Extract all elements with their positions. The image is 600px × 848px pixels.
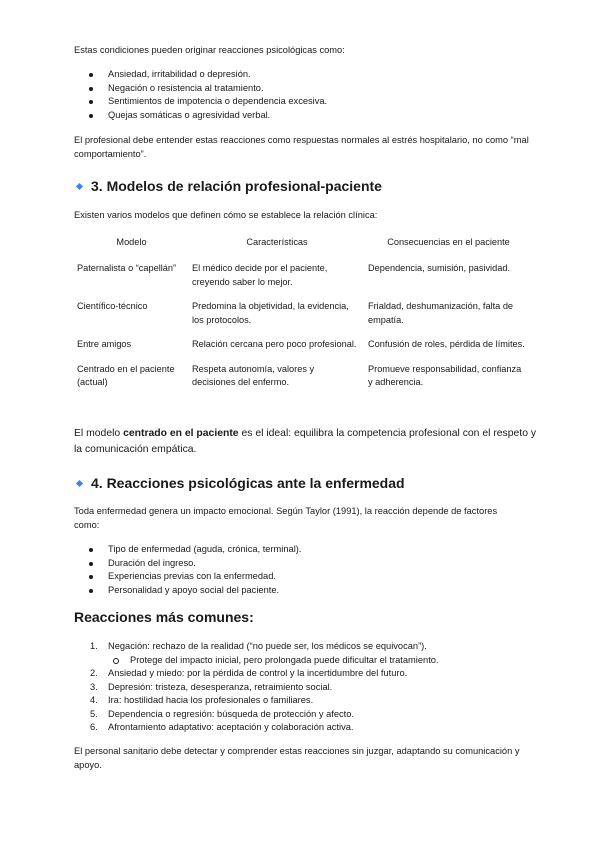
table-cell: Predomina la objetividad, la evidencia, los protocolos. xyxy=(192,301,349,325)
diamond-bullet-icon xyxy=(76,480,83,487)
bullet-icon xyxy=(89,114,93,118)
table-row xyxy=(74,300,532,338)
factors-list xyxy=(88,543,301,597)
table-cell: Científico-técnico xyxy=(77,301,148,311)
models-table xyxy=(74,236,532,401)
diamond-bullet-icon xyxy=(76,183,83,190)
common-reactions-list xyxy=(90,640,439,735)
bullet-icon xyxy=(89,73,93,77)
column-header: Consecuencias en el paciente xyxy=(387,237,510,248)
section-3-heading: 3. Modelos de relación profesional-paciente xyxy=(74,177,382,195)
list-item: 3. Depresión: tristeza, desesperanza, retraimiento social. xyxy=(90,681,333,692)
list-item: Quejas somáticas o agresividad verbal. xyxy=(88,109,327,123)
reactions-list xyxy=(88,68,327,122)
section-4-heading: 4. Reacciones psicológicas ante la enfermedad xyxy=(74,474,405,492)
bullet-icon xyxy=(89,87,93,91)
table-cell: Promueve responsabilidad, confianza y adherencia. xyxy=(368,363,522,387)
hollow-bullet-icon xyxy=(113,658,119,664)
table-cell: Centrado en el paciente (actual) xyxy=(77,363,175,387)
section-3-intro: Existen varios modelos que definen cómo se establece la relación clínica: xyxy=(74,210,378,220)
closing-paragraph: El personal sanitario debe detectar y comprender estas reacciones sin juzgar, adaptando su comunicación y apoyo. xyxy=(74,746,520,770)
common-reactions-heading: Reacciones más comunes: xyxy=(74,609,254,625)
list-item: Sentimientos de impotencia o dependencia excesiva. xyxy=(88,95,327,109)
list-item: Ansiedad, irritabilidad o depresión. xyxy=(88,68,327,82)
intro-paragraph: Estas condiciones pueden originar reacciones psicológicas como: xyxy=(74,45,345,55)
list-item: Experiencias previas con la enfermedad. xyxy=(88,570,301,584)
list-item: Duración del ingreso. xyxy=(88,557,301,571)
bullet-icon xyxy=(89,100,93,104)
table-row xyxy=(74,262,532,300)
list-item: 4. Ira: hostilidad hacia los profesionales o familiares. xyxy=(90,695,314,705)
table-cell: Frialdad, deshumanización, falta de empatía. xyxy=(368,301,514,325)
list-item: 1. Negación: rechazo de la realidad (“no puede ser, los médicos se equivocan”). xyxy=(90,641,427,651)
table-cell: Entre amigos xyxy=(77,339,132,349)
list-item: Personalidad y apoyo social del paciente. xyxy=(88,584,301,598)
table-row xyxy=(74,338,532,363)
table-cell: Paternalista o “capellán” xyxy=(77,263,177,273)
list-item: 5. Dependencia o regresión: búsqueda de protección y afecto. xyxy=(90,708,355,719)
professional-note: El profesional debe entender estas reacciones como respuestas normales al estrés hospitalario, no como “mal comportamiento”. xyxy=(74,135,529,159)
table-cell: Relación cercana pero poco profesional. xyxy=(192,339,357,349)
table-row xyxy=(74,363,532,401)
bullet-icon xyxy=(89,575,93,579)
list-item: Tipo de enfermedad (aguda, crónica, terminal). xyxy=(88,543,301,557)
table-cell: Respeta autonomía, valores y decisiones del enfermo. xyxy=(192,363,315,387)
emphasis-text: centrado en el paciente xyxy=(123,428,239,439)
list-item: 6. Afrontamiento adaptativo: aceptación y colaboración activa. xyxy=(90,722,354,732)
table-cell: Confusión de roles, pérdida de límites. xyxy=(368,339,525,349)
table-cell: Dependencia, sumisión, pasividad. xyxy=(368,263,510,273)
section-3-conclusion: El modelo centrado en el paciente es el ideal: equilibra la competencia profesional con el respeto y la comunicación empática. xyxy=(74,428,537,455)
table-header-row xyxy=(74,236,532,262)
column-header: Características xyxy=(246,237,308,248)
bullet-icon xyxy=(89,589,93,593)
bullet-icon xyxy=(89,562,93,566)
list-item: 2. Ansiedad y miedo: por la pérdida de control y la incertidumbre del futuro. xyxy=(90,668,408,678)
sub-list-item: Protege del impacto inicial, pero prolongada puede dificultar el tratamiento. xyxy=(90,654,439,668)
bullet-icon xyxy=(89,548,93,552)
column-header: Modelo xyxy=(116,237,147,248)
list-item: Negación o resistencia al tratamiento. xyxy=(88,82,327,96)
table-cell: El médico decide por el paciente, creyendo saber lo mejor. xyxy=(192,263,328,287)
section-4-intro: Toda enfermedad genera un impacto emocional. Según Taylor (1991), la reacción depende de factores como: xyxy=(74,506,498,530)
